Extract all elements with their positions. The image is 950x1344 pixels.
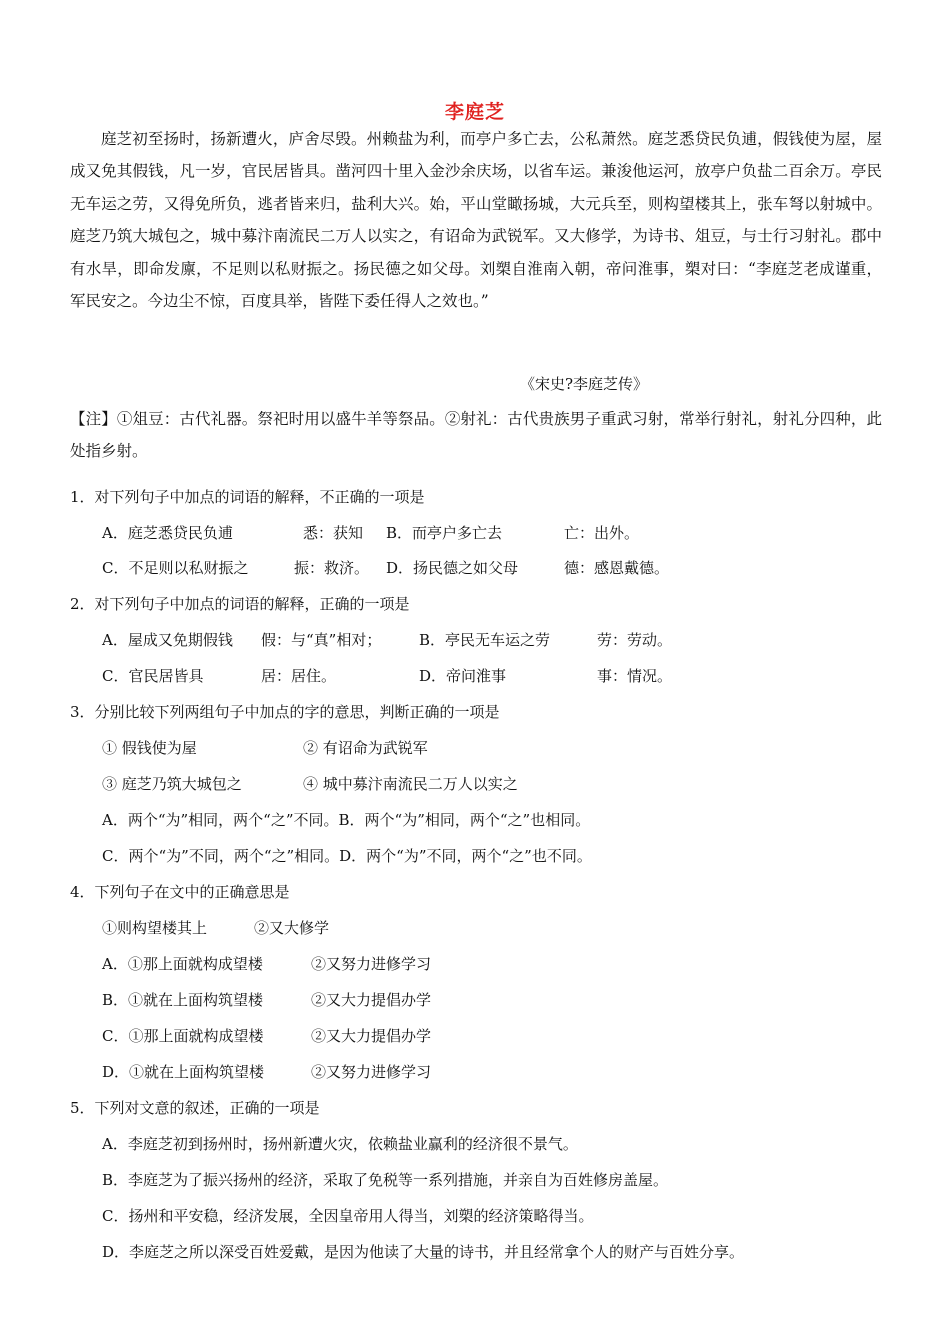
q1-option-a-gloss: 悉：获知	[303, 524, 364, 542]
document-title: 李庭芝	[444, 101, 505, 123]
q3-sentence-3: ③ 庭芝乃筑大城包之	[102, 775, 242, 793]
q3-sentence-2: ② 有诏命为武锐军	[303, 739, 428, 757]
q4-option-c-2: ②又大力提倡办学	[311, 1027, 432, 1045]
q1-option-a: A．庭芝悉贷民负逋	[102, 524, 233, 542]
q4-sentence-1: ①则构望楼其上	[102, 919, 208, 937]
question-3-stem: 3．分别比较下列两组句子中加点的字的意思，判断正确的一项是	[70, 703, 500, 721]
q1-option-c: C．不足则以私财振之	[102, 559, 249, 577]
passage-source: 《宋史?李庭芝传》	[520, 375, 649, 393]
q2-option-d: D．帝问淮事	[419, 667, 507, 685]
q5-option-d: D．李庭芝之所以深受百姓爱戴，是因为他读了大量的诗书，并且经常拿个人的财产与百姓分享。	[102, 1243, 745, 1261]
q3-options-cd: C．两个“为”不同，两个“之”相同。D．两个“为”不同，两个“之”也不同。	[102, 847, 592, 865]
q3-options-ab: A．两个“为”相同，两个“之”不同。B．两个“为”相同，两个“之”也相同。	[102, 811, 591, 829]
question-5-stem: 5．下列对文意的叙述，正确的一项是	[70, 1099, 320, 1117]
q2-option-c: C．官民居皆具	[102, 667, 204, 685]
q1-option-d-gloss: 德：感恩戴德。	[564, 559, 670, 577]
q2-option-c-gloss: 居：居住。	[261, 667, 337, 685]
q1-option-d: D．扬民德之如父母	[386, 559, 519, 577]
annotation-note: 【注】①俎豆：古代礼器。祭祀时用以盛牛羊等祭品。②射礼：古代贵族男子重武习射，常举行射礼，射礼分四种，此处指乡射。	[70, 410, 882, 460]
q2-option-d-gloss: 事：情况。	[597, 667, 673, 685]
q4-option-c-1: C．①那上面就构成望楼	[102, 1027, 264, 1045]
q4-option-b-2: ②又大力提倡办学	[311, 991, 432, 1009]
q2-option-a-gloss: 假：与“真”相对；	[261, 631, 382, 649]
q4-sentence-2: ②又大修学	[254, 919, 330, 937]
q3-sentence-4: ④ 城中募汴南流民二万人以实之	[303, 775, 518, 793]
q2-option-b-gloss: 劳：劳动。	[597, 631, 673, 649]
question-2-stem: 2．对下列句子中加点的词语的解释，正确的一项是	[70, 595, 410, 613]
q1-option-b: B．而亭户多亡去	[386, 524, 503, 542]
q5-option-c: C．扬州和平安稳，经济发展，全因皇帝用人得当，刘槊的经济策略得当。	[102, 1207, 594, 1225]
q4-option-a-1: A．①那上面就构成望楼	[102, 955, 263, 973]
question-4-stem: 4．下列句子在文中的正确意思是	[70, 883, 290, 901]
q2-option-a: A．屋成又免期假钱	[102, 631, 233, 649]
q4-option-b-1: B．①就在上面构筑望楼	[102, 991, 264, 1009]
q3-sentence-1: ① 假钱使为屋	[102, 739, 197, 757]
q5-option-a: A．李庭芝初到扬州时，扬州新遭火灾，依赖盐业赢利的经济很不景气。	[102, 1135, 578, 1153]
q5-option-b: B．李庭芝为了振兴扬州的经济，采取了免税等一系列措施，并亲自为百姓修房盖屋。	[102, 1171, 669, 1189]
q4-option-a-2: ②又努力进修学习	[311, 955, 432, 973]
classical-passage: 庭芝初至扬时，扬新遭火，庐舍尽毁。州赖盐为利，而亭户多亡去，公私萧然。庭芝悉贷民负逋，假钱使为屋，屋成又免其假钱，凡一岁，官民居皆具。凿河四十里入金沙余庆场，以省车运。兼浚他运河，放亭户负盐二百余万。亭民无车运之劳，又得免所负，逃者皆来归，盐利大兴。始，平山堂瞰扬城，大元兵至，则构望楼其上，张车弩以射城中。庭芝乃筑大城包之，城中募汴南流民二万人以实之，有诏命为武锐军。又大修学，为诗书、俎豆，与士行习射礼。郡中有水旱，即命发廪，不足则以私财振之。扬民德之如父母。刘槊自淮南入朝，帝问淮事，槊对曰：“李庭芝老成谨重，军民安之。今边尘不惊，百度具举，皆陛下委任得人之效也。”	[70, 130, 882, 311]
q4-option-d-1: D．①就在上面构筑望楼	[102, 1063, 265, 1081]
question-1-stem: 1．对下列句子中加点的词语的解释，不正确的一项是	[70, 488, 425, 506]
q1-option-b-gloss: 亡：出外。	[564, 524, 640, 542]
q2-option-b: B．亭民无车运之劳	[419, 631, 551, 649]
q4-option-d-2: ②又努力进修学习	[311, 1063, 432, 1081]
q1-option-c-gloss: 振：救济。	[294, 559, 370, 577]
